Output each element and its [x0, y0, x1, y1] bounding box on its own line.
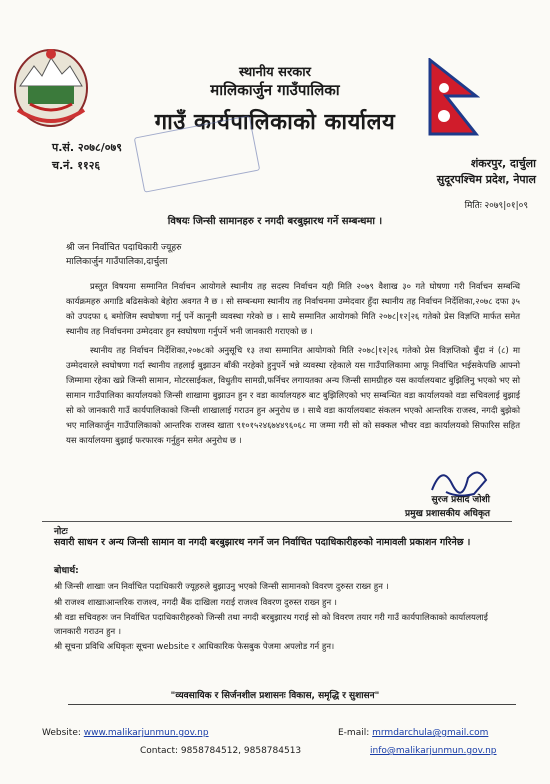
bodharth-title: बोधार्थ: — [54, 566, 79, 576]
reference-number: प.सं. २०७८/०७९ — [52, 141, 122, 154]
website-link[interactable]: www.malikarjunmun.gov.np — [83, 728, 209, 738]
list-item: श्री जिन्सी शाखाः जन निर्वाचित पदाधिकारी ज्यूहरुले बुझाउनु भएको जिन्सी सामानको विवरण दुरुस्त राख्न हुन । — [54, 581, 389, 591]
header-line-2: मालिकार्जुन गाउँपालिका — [210, 81, 340, 99]
list-item: श्री सूचना प्रविधि अधिकृतः सूचना website र आधिकारिक फेसबुक पेजमा अपलोड गर्न हुन। — [54, 641, 335, 651]
list-item: श्री वडा सचिवहरुः जन निर्वाचित पदाधिकारीहरुको जिन्सी तथा नगदी बरबुझारथ गराई सो को विवरण तयार गरी गाउँ कार्यपालिकाको कार्यालयलाई जानकारी गराउन हुन । — [54, 612, 488, 636]
office-title: गाउँ कार्यपालिकाको कार्यालय — [154, 110, 396, 135]
website-row — [42, 728, 209, 738]
divider — [42, 521, 512, 522]
note-title: नोटः — [54, 527, 68, 537]
email-row — [338, 728, 488, 738]
email-link[interactable]: mrmdarchula@gmail.com — [372, 728, 489, 738]
note-text: सवारी साधन र अन्य जिन्सी सामान वा नगदी बरबुझारथ नगर्ने जन निर्वाचित पदाधिकारीहरुको नामावली प्रकाशन गरिनेछ । — [54, 537, 471, 548]
address-line-2: सुदूरपश्चिम प्रदेश, नेपाल — [436, 173, 536, 186]
contact-numbers: Contact: 9858784512, 9858784513 — [140, 746, 302, 756]
body-paragraph-2: स्थानीय तह निर्वाचन निर्देशिका,२०७८को अनुसूचि १३ तथा सम्मानित आयोगको मिति २०७८|१२|२६ गतेको प्रेस विज्ञप्तिको बुँदा नं (८) मा उम्मेदवारले स्वघोषणा गर्दा स्थानीय तहलाई बुझाउन बाँकी नरहेको हुनुपर्ने भन्ने व्यवस्था रहेकाले यस गाउँपालिकामा आफू निर्वाचित भईसकेपछि आफ्नो जिम्मामा रहेका खप्ने जिन्सी सामान, मोटरसाईकल, विधुतीय सामग्री,फर्निचर लगायतका अन्य जिन्सी सामग्रीहरु यस कार्यालयबाट बुझिलिनु भएको भए सो सामान गाउँपालिका कार्यालयको जिन्सी शाखामा बुझाउन हुन र वडा कार्यालयहरु बाट बुझिलिएको भए सम्बन्धित वडा कार्यालयको वडा सचिवलाई बुझाई सो को जानकारी गाउँ कार्यपालिकाको जिन्सी शाखालाई गराउन हुन अनुरोध छ । साथै वडा कार्यालयबाट संकलन भएको आन्तरिक राजस्व, नगदी बुझेको भए मालिकार्जुन गाउँपालिकाको आन्तरिक राजस्व खाता ९१०१५२४६७४४९६०६८ मा जम्मा गरी सो को सक्कल भौचर वडा कार्यालयको सिफारिस सहित यस कार्यालयमा बुझाई फरफारक गर्नुहुन समेत अनुरोध छ । — [66, 345, 520, 445]
slogan: "व्यवसायिक र सिर्जनशील प्रशासनः विकास, समृद्धि र सुशासन" — [170, 691, 380, 701]
header-line-1: स्थानीय सरकार — [239, 65, 311, 80]
dispatch-number: च.नं. ११२६ — [52, 159, 101, 172]
website-label: Website: — [42, 728, 81, 738]
signatory-name: सुरज प्रसाद जोशी — [431, 495, 490, 505]
letter-date: मितिः २०७९|०१|०९ — [464, 201, 528, 211]
recipient-line-1: श्री जन निर्वाचित पदाधिकारी ज्यूहरु — [66, 243, 182, 253]
body-paragraphs — [66, 279, 520, 448]
address-line-1: शंकरपुर, दार्चुला — [470, 157, 536, 170]
recipient-line-2: मालिकार्जुन गाउँपालिका,दार्चुला — [66, 257, 168, 267]
signatory-title: प्रमुख प्रशासकीय अधिकृत — [404, 509, 490, 519]
email-label: E-mail: — [338, 728, 370, 738]
footer-divider — [68, 704, 516, 705]
info-email-link[interactable]: info@malikarjunmun.gov.np — [370, 746, 497, 756]
bodharth-list — [54, 580, 506, 656]
subject-line: विषयः जिन्सी सामानहरु र नगदी बरबुझारथ गर्ने सम्बन्धमा । — [167, 216, 383, 227]
body-paragraph-1: प्रस्तुत विषयमा सम्मानित निर्वाचन आयोगले स्थानीय तह सदस्य निर्वाचन यही मिति २०७९ वैशाख ३० गते घोषणा गरी निर्वाचन सम्बन्धि कार्यक्रमहरु अगाडि बढिसकेको बेहोरा अवगत नै छ । सो सम्बन्धमा स्थानीय तह निर्वाचनमा उम्मेदवार हुँदा स्थानीय तह निर्वाचन निर्देशिका,२०७८ दफा ३५ को उपदफा ६ बमोजिम स्वघोषणा गर्नु पर्ने कानूनी व्यवस्था गरेको छ । साथै सम्मानित आयोगको मिति २०७८|१२|२६ गतेको प्रेस विज्ञप्ति मार्फत समेत स्थानीय तह निर्वाचनमा उम्मेदवार हुन स्वघोषणा गर्नुपर्ने भनी जानकारी गराएको छ । — [66, 281, 520, 336]
list-item: श्री राजश्व शाखाःआन्तरिक राजश्व, नगदी बैंक दाखिला गराई राजश्व विवरण दुरुस्त राख्न हुन । — [54, 596, 337, 607]
